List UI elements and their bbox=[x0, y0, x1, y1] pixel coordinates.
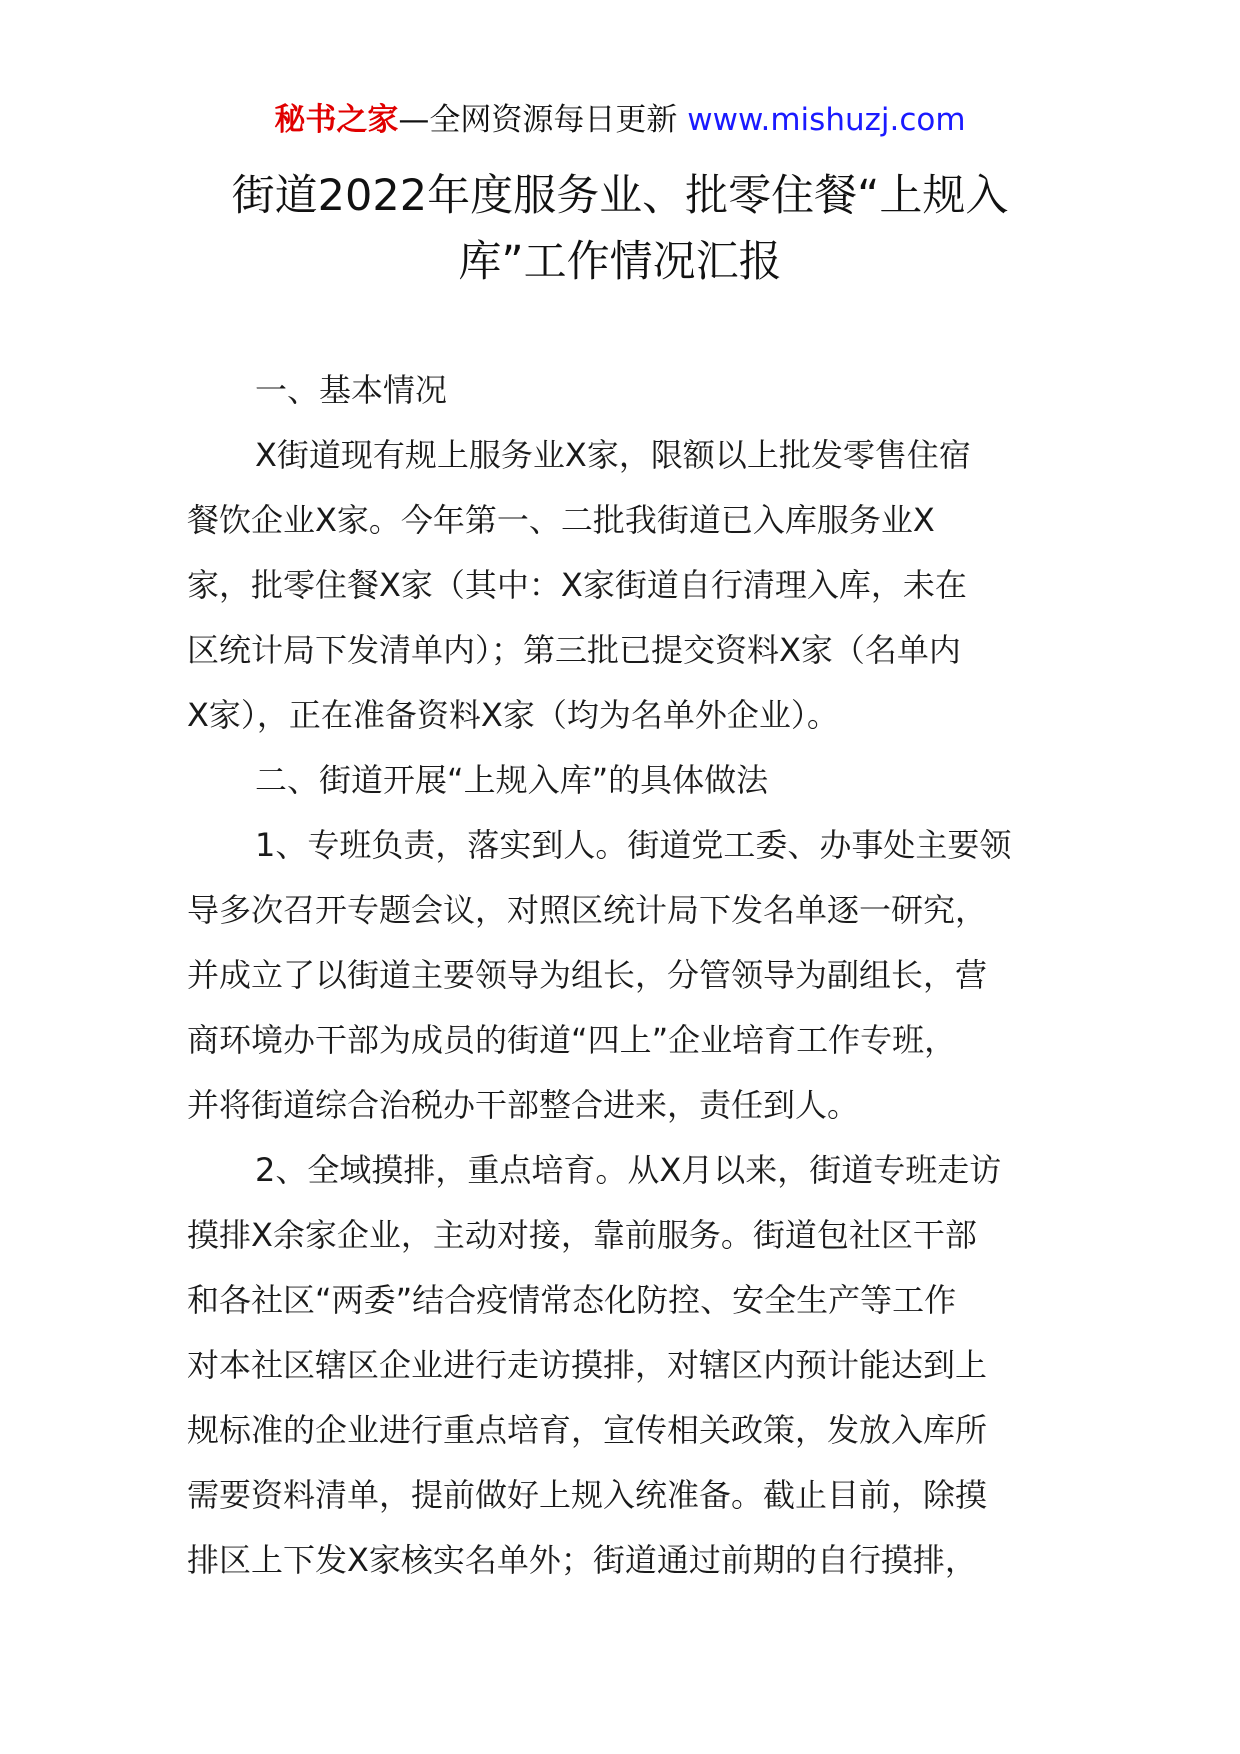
document-title-line-2: 库”工作情况汇报 bbox=[458, 237, 782, 287]
body-line: 区统计局下发清单内）；第三批已提交资料X家（名单内 bbox=[187, 631, 961, 669]
section-heading-basic: 一、基本情况 bbox=[255, 371, 448, 409]
site-header bbox=[0, 100, 1240, 140]
body-line: X家），正在准备资料X家（均为名单外企业）。 bbox=[187, 696, 839, 734]
document-title bbox=[150, 163, 1090, 295]
body-line: 商环境办干部为成员的街道“四上”企业培育工作专班， bbox=[187, 1021, 957, 1059]
body-line: 导多次召开专题会议，对照区统计局下发名单逐一研究， bbox=[187, 891, 988, 929]
body-line: 并成立了以街道主要领导为组长，分管领导为副组长，营 bbox=[187, 956, 988, 994]
body-line: 对本社区辖区企业进行走访摸排，对辖区内预计能达到上 bbox=[187, 1346, 988, 1384]
body-line: 需要资料清单，提前做好上规入统准备。截止目前，除摸 bbox=[187, 1476, 988, 1514]
body-line: 餐饮企业X家。今年第一、二批我街道已入库服务业X bbox=[187, 501, 935, 539]
body-line: 家，批零住餐X家（其中：X家街道自行清理入库，未在 bbox=[187, 566, 967, 604]
site-brand: 秘书之家 bbox=[274, 102, 399, 138]
document-title-line-1: 街道2022年度服务业、批零住餐“上规入 bbox=[231, 171, 1009, 221]
body-line: X街道现有规上服务业X家，限额以上批发零售住宿 bbox=[255, 436, 971, 474]
body-line: 和各社区“两委”结合疫情常态化防控、安全生产等工作 bbox=[187, 1281, 957, 1319]
section-heading-practices: 二、街道开展“上规入库”的具体做法 bbox=[255, 761, 769, 799]
site-tagline: —全网资源每日更新 bbox=[398, 102, 688, 138]
body-line: 2、全域摸排，重点培育。从X月以来，街道专班走访 bbox=[255, 1151, 1002, 1189]
body-line: 并将街道综合治税办干部整合进来，责任到人。 bbox=[187, 1086, 860, 1124]
site-url-link[interactable]: www.mishuzj.com bbox=[687, 102, 966, 138]
body-line: 排区上下发X家核实名单外；街道通过前期的自行摸排， bbox=[187, 1541, 977, 1579]
body-line: 规标准的企业进行重点培育，宣传相关政策，发放入库所 bbox=[187, 1411, 988, 1449]
document-body bbox=[187, 358, 1067, 1593]
body-line: 1、专班负责，落实到人。街道党工委、办事处主要领 bbox=[255, 826, 1012, 864]
body-line: 摸排X余家企业，主动对接，靠前服务。街道包社区干部 bbox=[187, 1216, 977, 1254]
